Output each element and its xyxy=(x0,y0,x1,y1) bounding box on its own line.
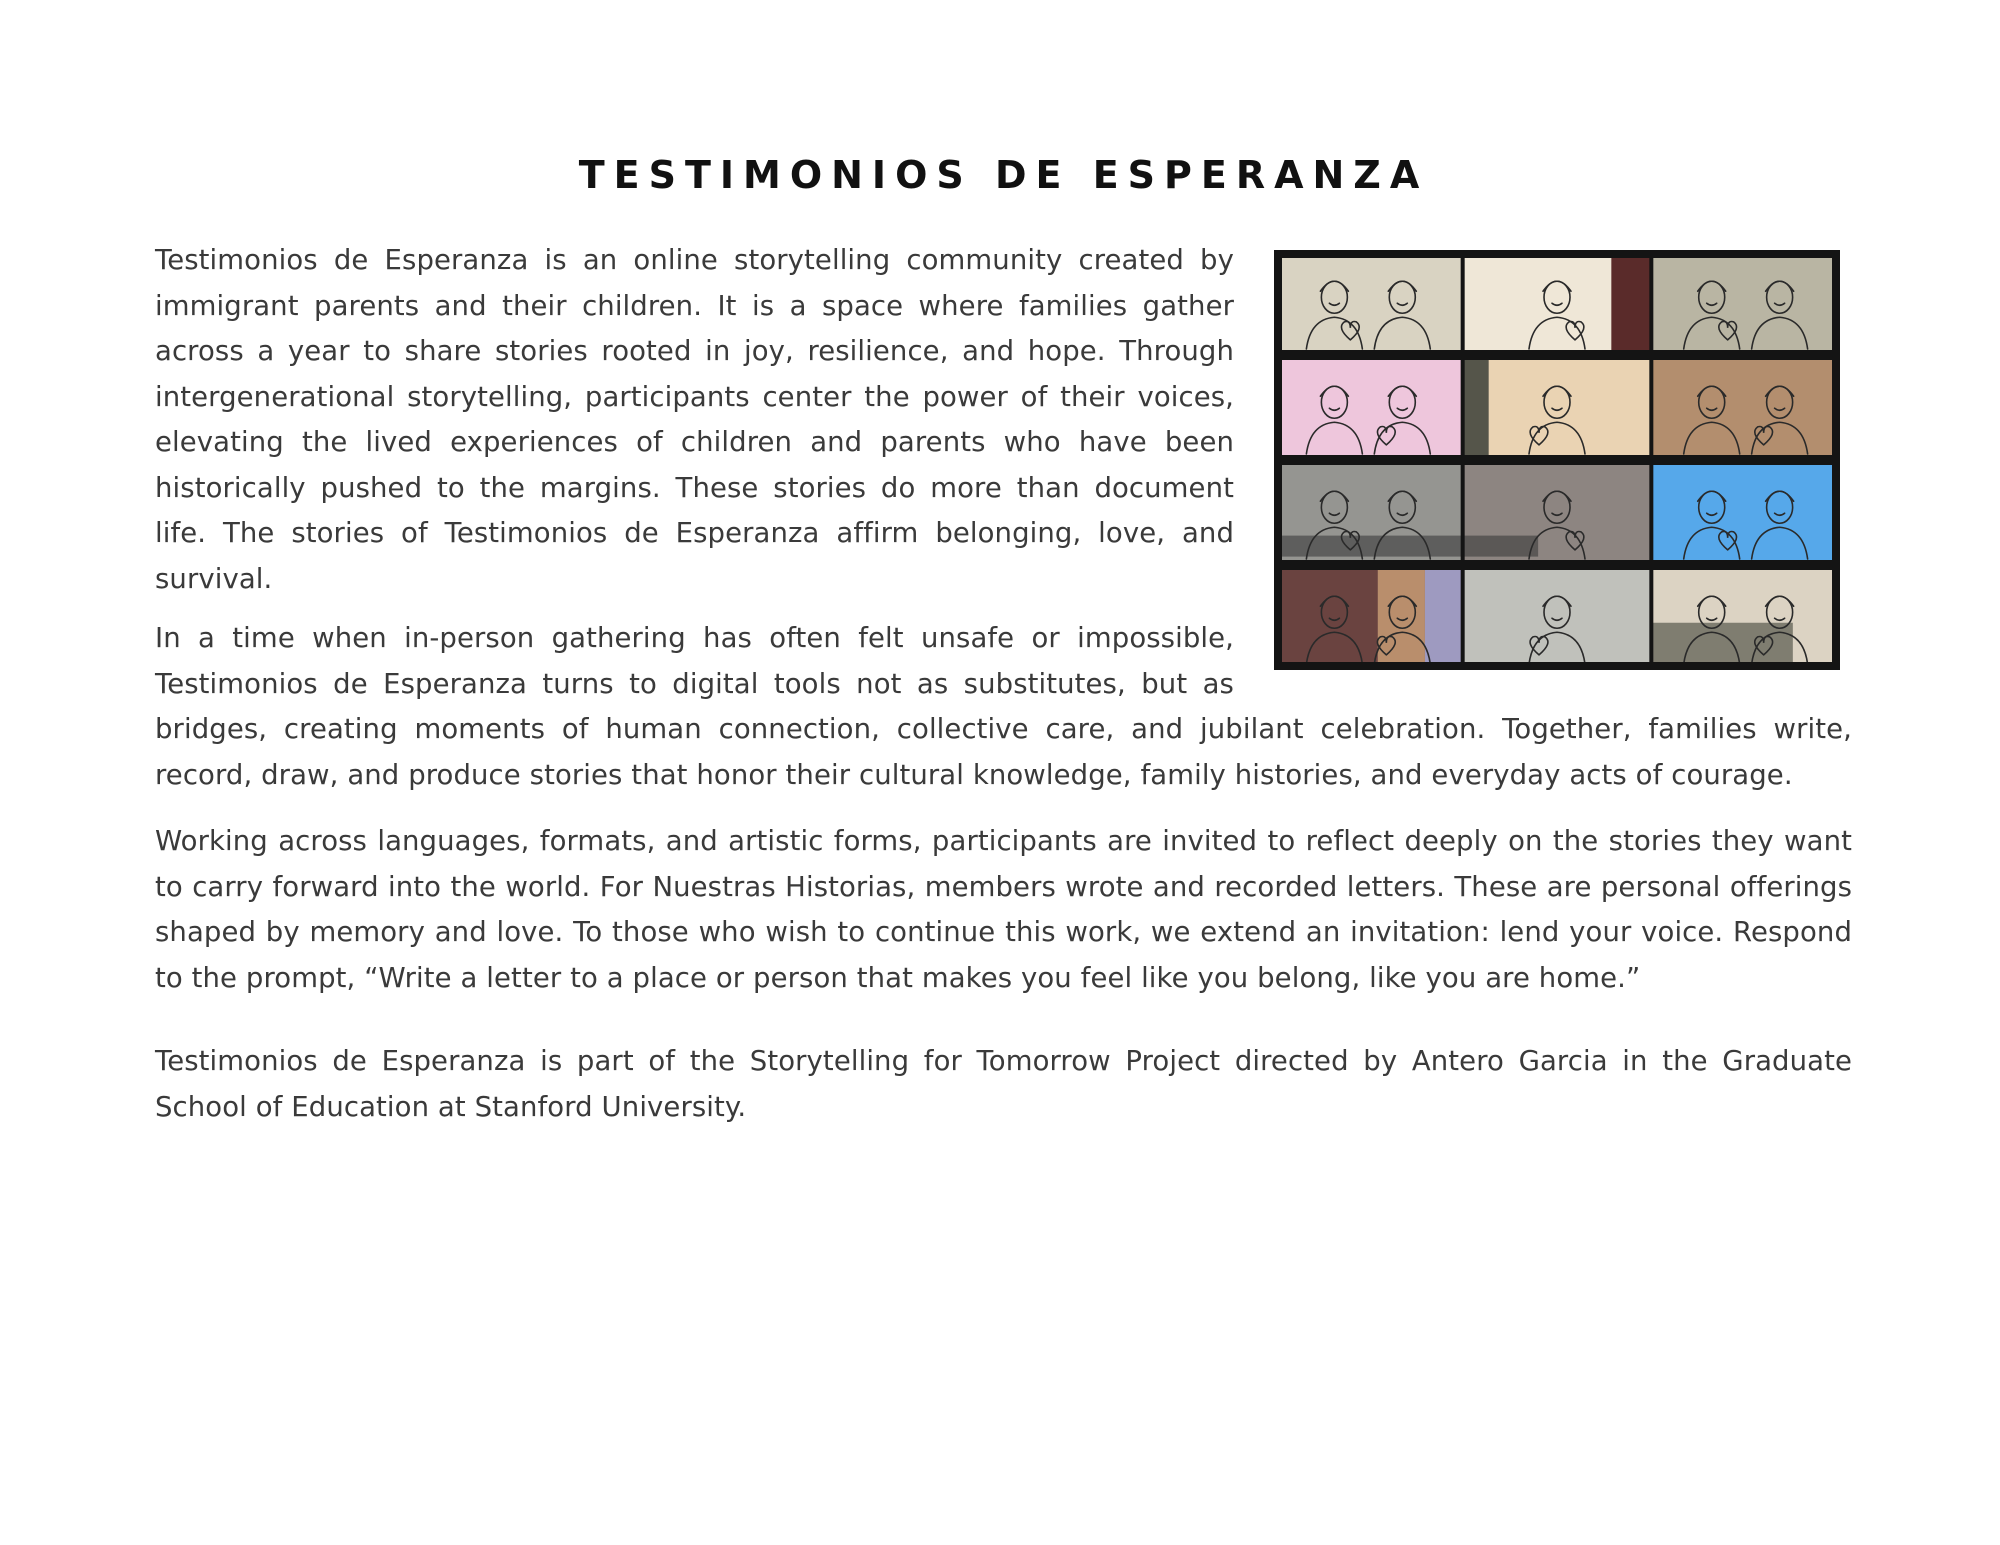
video-tile xyxy=(1274,250,1463,355)
video-tile xyxy=(1651,460,1840,565)
video-tile xyxy=(1651,250,1840,355)
video-tile xyxy=(1463,565,1652,670)
tile-accent xyxy=(1425,565,1463,670)
video-tile xyxy=(1274,355,1463,460)
document-page xyxy=(155,150,1852,1130)
page-title: TESTIMONIOS DE ESPERANZA xyxy=(578,153,1429,197)
tile-accent xyxy=(1463,355,1489,460)
video-call-illustration xyxy=(1274,250,1840,670)
tile-accent xyxy=(1611,250,1651,355)
invitation-paragraph: Working across languages, formats, and artistic forms, participants are invited to reflect deeply on the stories they want to carry forward into the world. For Nuestras Historias, members wrote and recorded letters. These are personal offerings shaped by memory and love. To those who wish to continue this work, we extend an invitation: lend your voice. Respond to the prompt, “Write a letter to a place or person that makes you feel like you belong, like you are home.” xyxy=(155,825,1852,994)
intro-paragraph: Testimonios de Esperanza is an online storytelling community created by immigrant parents and their children. It is a space where families gather across a year to share stories rooted in joy, resilience, and hope. Through intergenerational storytelling, participants center the power of their voices, elevating the lived experiences of children and parents who have been historically pushed to the margins. These stories do more than document life. The stories of Testimonios de Esperanza affirm belonging, love, and survival. xyxy=(155,244,1234,595)
video-tile xyxy=(1463,355,1652,460)
video-tile xyxy=(1651,355,1840,460)
video-call-grid-drawing-icon xyxy=(1274,250,1840,670)
digital-tools-paragraph: In a time when in-person gathering has often felt unsafe or impossible, Testimonios de Esperanza turns to digital tools not as substitutes, but as bridges, creating moments of human connection, collective care, and jubilant celebration. Together, families write, record, draw, and produce stories that honor their cultural knowledge, family histories, and everyday acts of courage. xyxy=(155,622,1852,791)
project-credit-paragraph: Testimonios de Esperanza is part of the Storytelling for Tomorrow Project directed by Antero Garcia in the Graduate School of Education at Stanford University. xyxy=(155,1045,1852,1123)
